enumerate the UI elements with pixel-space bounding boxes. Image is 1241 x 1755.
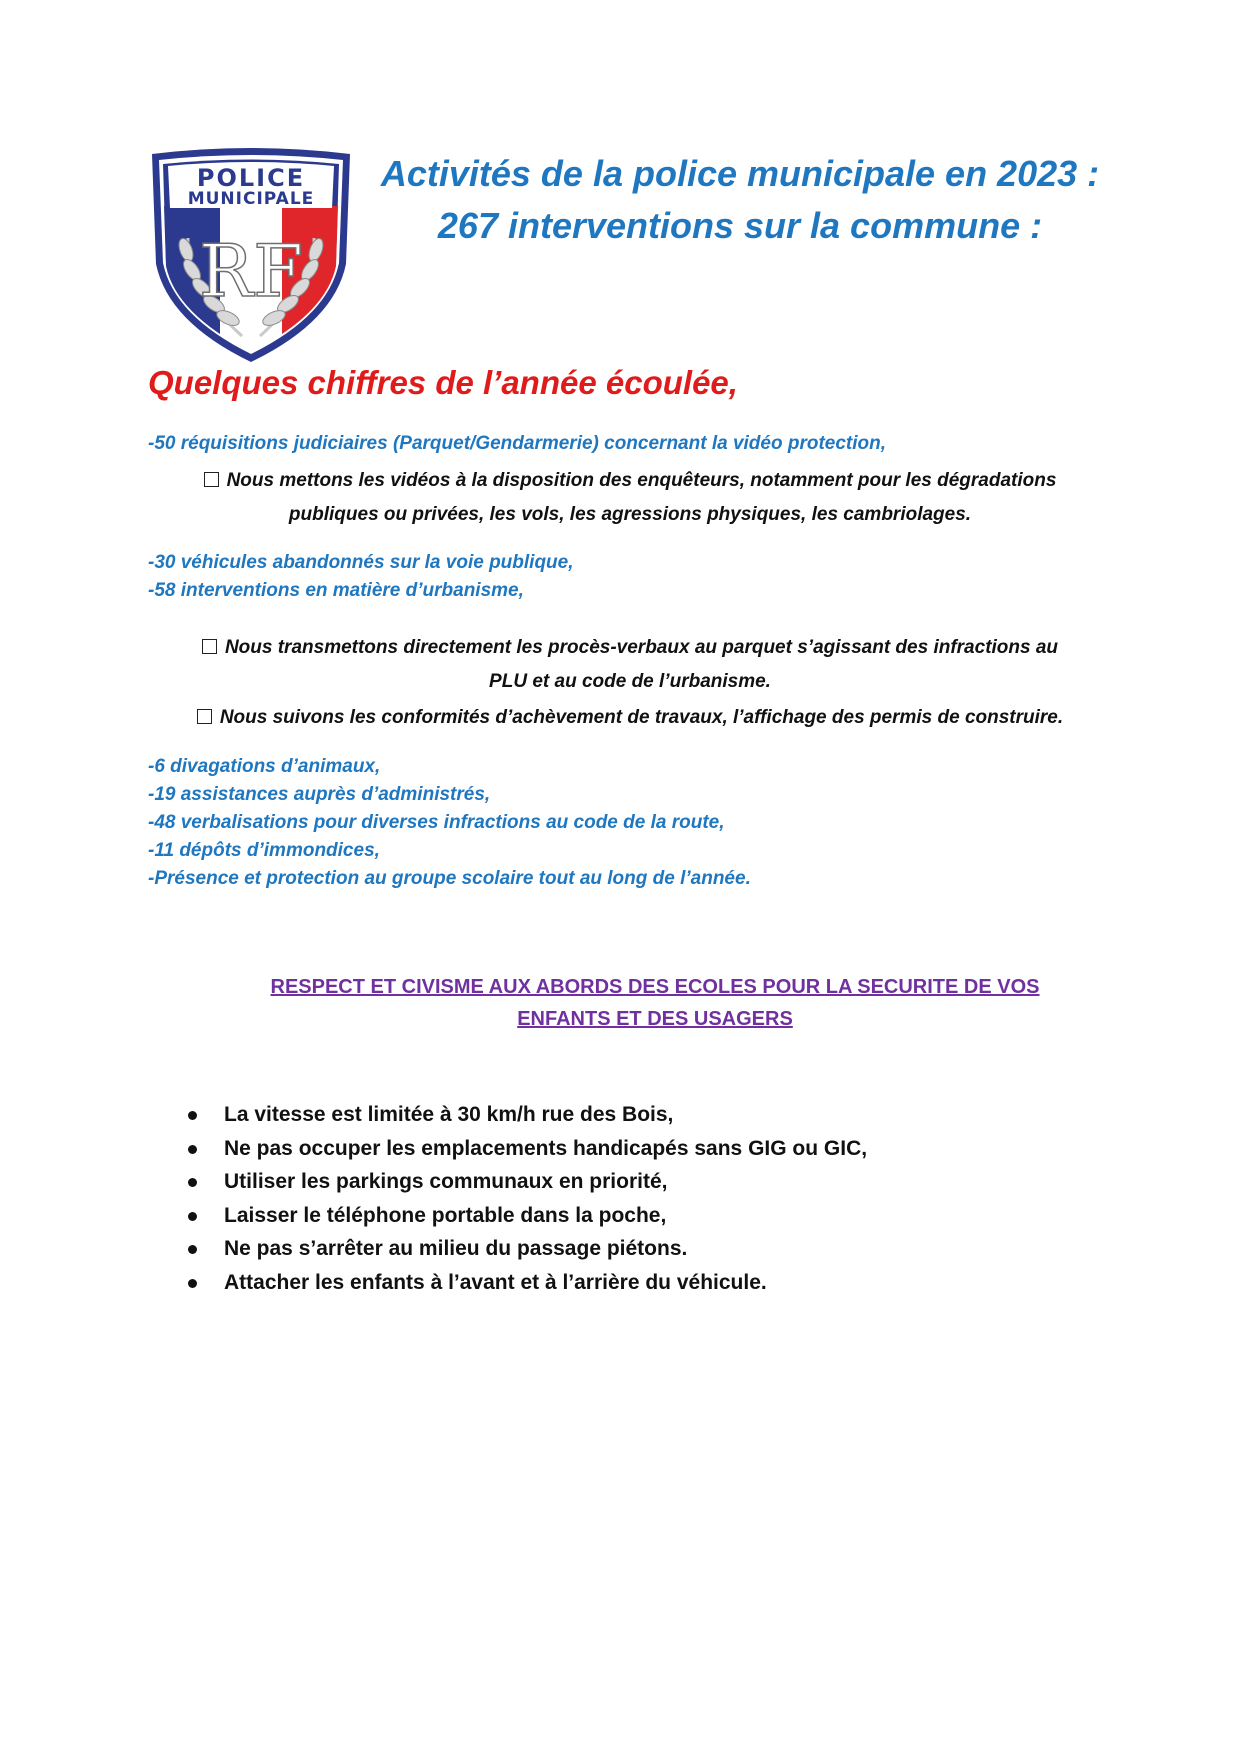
title-line-2: 267 interventions sur la commune : [437,205,1043,246]
stat-item: -11 dépôts d’immondices, [148,840,380,861]
list-item: Attacher les enfants à l’avant et à l’arrière du véhicule. [188,1266,867,1300]
bullet-icon [188,1279,197,1288]
bullet-icon [188,1178,197,1187]
stat-item: -50 réquisitions judiciaires (Parquet/Gendarmerie) concernant la vidéo protection, [148,433,887,454]
checkbox-icon [197,709,212,724]
stat-item: -48 verbalisations pour diverses infractions au code de la route, [148,812,725,833]
stat-item: -58 interventions en matière d’urbanisme, [148,580,524,601]
checkbox-icon [202,639,217,654]
checkbox-icon [204,472,219,487]
section-heading: Quelques chiffres de l’année écoulée, [148,364,738,401]
bullet-icon [188,1145,197,1154]
note-video-line-1: Nous mettons les vidéos à la disposition des enquêteurs, notamment pour les dégradations [226,470,1057,491]
list-item: Utiliser les parkings communaux en priorité, [188,1165,867,1199]
notice-line-1: RESPECT ET CIVISME AUX ABORDS DES ECOLES POUR LA SECURITE DE VOS [270,976,1040,998]
school-safety-notice [240,971,1070,1035]
bullet-icon [188,1212,197,1221]
note-conformites [160,701,1100,735]
badge-text-police: POLICE [196,164,306,192]
stat-item: -6 divagations d’animaux, [148,756,381,777]
badge-text-municipale: MUNICIPALE [187,189,315,209]
note-urbanisme-line-2: PLU et au code de l’urbanisme. [489,671,771,692]
list-item: Ne pas s’arrêter au milieu du passage piétons. [188,1232,867,1266]
police-municipale-badge-logo [146,146,356,364]
note-urbanisme [160,631,1100,699]
stat-item: -Présence et protection au groupe scolaire tout au long de l’année. [148,868,751,889]
title-line-1: Activités de la police municipale en 2023 : [380,153,1100,194]
note-video-line-2: publiques ou privées, les vols, les agressions physiques, les cambriolages. [288,504,972,525]
list-item: Laisser le téléphone portable dans la poche, [188,1199,867,1233]
note-urbanisme-line-1: Nous transmettons directement les procès-verbaux au parquet s’agissant des infractions au [224,637,1059,658]
list-item: La vitesse est limitée à 30 km/h rue des Bois, [188,1098,867,1132]
bullet-icon [188,1111,197,1120]
stat-item: -19 assistances auprès d’administrés, [148,784,491,805]
list-item: Ne pas occuper les emplacements handicapés sans GIG ou GIC, [188,1132,867,1166]
page-title [350,148,1130,252]
bullet-icon [188,1245,197,1254]
stat-item: -30 véhicules abandonnés sur la voie publique, [148,552,574,573]
badge-text-rf: RF [198,229,304,313]
safety-rules-list [188,1098,867,1299]
note-conformites-line-1: Nous suivons les conformités d’achèvement de travaux, l’affichage des permis de construire. [219,707,1064,728]
note-video [160,464,1100,532]
notice-line-2: ENFANTS ET DES USAGERS [517,1008,793,1030]
